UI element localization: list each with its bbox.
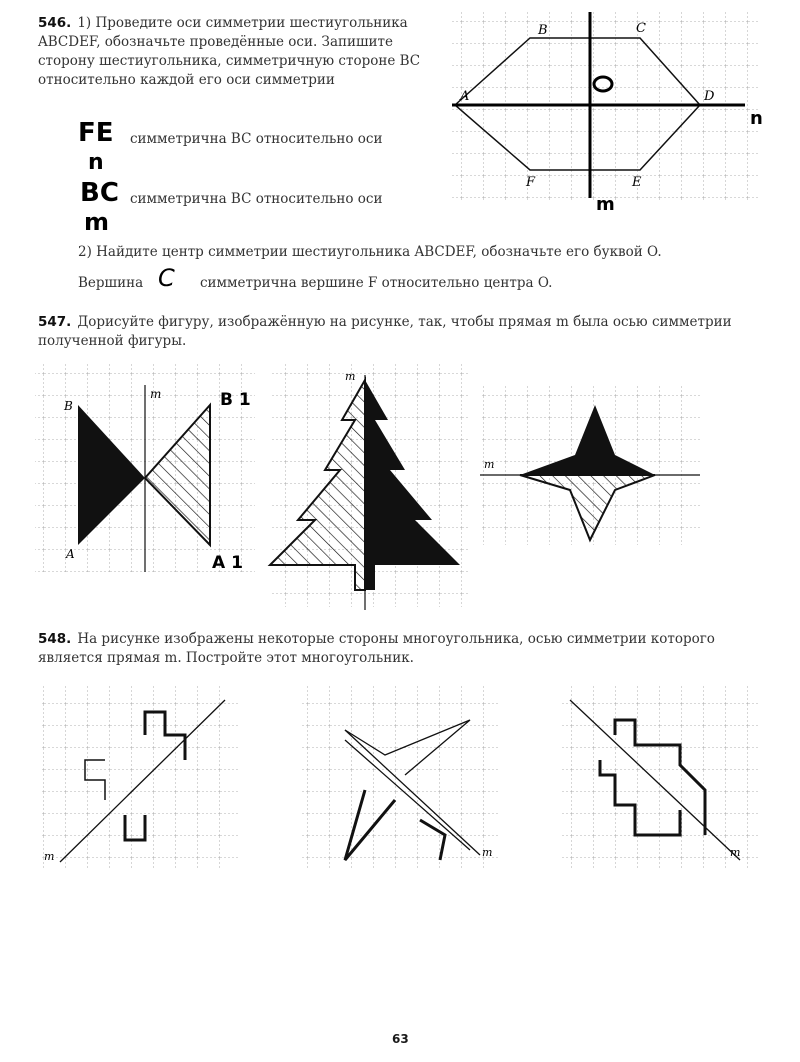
tree-figure bbox=[270, 362, 470, 610]
task-546-part1 bbox=[38, 14, 430, 90]
task-number: 548. bbox=[38, 631, 72, 647]
task-546-part2: 2) Найдите центр симметрии шестиугольника ABCDEF, обозначьте его буквой O. bbox=[78, 244, 662, 260]
label-m: m bbox=[345, 370, 356, 383]
vertex-answer: C bbox=[158, 264, 175, 292]
label-a: A bbox=[460, 89, 470, 104]
task-547 bbox=[38, 313, 758, 351]
answer-line-1-text: симметрична BC относительно оси bbox=[130, 131, 383, 147]
label-b1: B 1 bbox=[220, 390, 251, 410]
label-e: E bbox=[632, 175, 642, 190]
vertex-prefix: Вершина bbox=[78, 275, 144, 291]
label-n: n bbox=[750, 108, 763, 129]
label-f: F bbox=[526, 175, 536, 190]
label-m: m bbox=[150, 387, 162, 401]
answer-line-2-text: симметрична BC относительно оси bbox=[130, 191, 383, 207]
task-text: Дорисуйте фигуру, изображённую на рисунке, так, чтобы прямая m была осью симметрии полученной фигуры. bbox=[38, 314, 732, 349]
label-b: B bbox=[64, 399, 73, 413]
answer-axis-m: m bbox=[84, 208, 110, 236]
task-number: 547. bbox=[38, 314, 72, 330]
label-m: m bbox=[44, 850, 55, 863]
label-a: A bbox=[66, 547, 75, 561]
label-c: C bbox=[636, 21, 646, 36]
label-a1: A 1 bbox=[212, 553, 243, 573]
bowtie-figure bbox=[35, 362, 255, 573]
label-m: m bbox=[730, 846, 741, 859]
task-text: 1) Проведите оси симметрии шестиугольника ABCDEF, обозначьте проведённые оси. Запишите сторону шестиугольника, симметричную стороне BC относительно каждой его оси симметрии bbox=[38, 15, 421, 88]
label-d: D bbox=[704, 89, 715, 104]
answer-axis-n: n bbox=[88, 150, 104, 175]
answer-fe: FE bbox=[78, 118, 114, 148]
polygon-figure-1 bbox=[40, 685, 240, 870]
label-b: B bbox=[538, 23, 548, 38]
hexagon-figure bbox=[450, 12, 763, 215]
label-m: m bbox=[484, 458, 495, 471]
answer-bc: BC bbox=[80, 178, 119, 208]
task-number: 546. bbox=[38, 15, 72, 31]
label-m: m bbox=[596, 194, 615, 215]
task-548 bbox=[38, 630, 758, 668]
page-number: 63 bbox=[392, 1032, 409, 1046]
vertex-suffix: симметрична вершине F относительно центра O. bbox=[200, 275, 553, 291]
polygon-figure-3 bbox=[560, 685, 760, 870]
label-m: m bbox=[482, 846, 493, 859]
star-figure bbox=[480, 385, 700, 545]
task-text: На рисунке изображены некоторые стороны многоугольника, осью симметрии которого является прямая m. Постройте этот многоугольник. bbox=[38, 631, 715, 666]
polygon-figure-2 bbox=[300, 685, 500, 870]
